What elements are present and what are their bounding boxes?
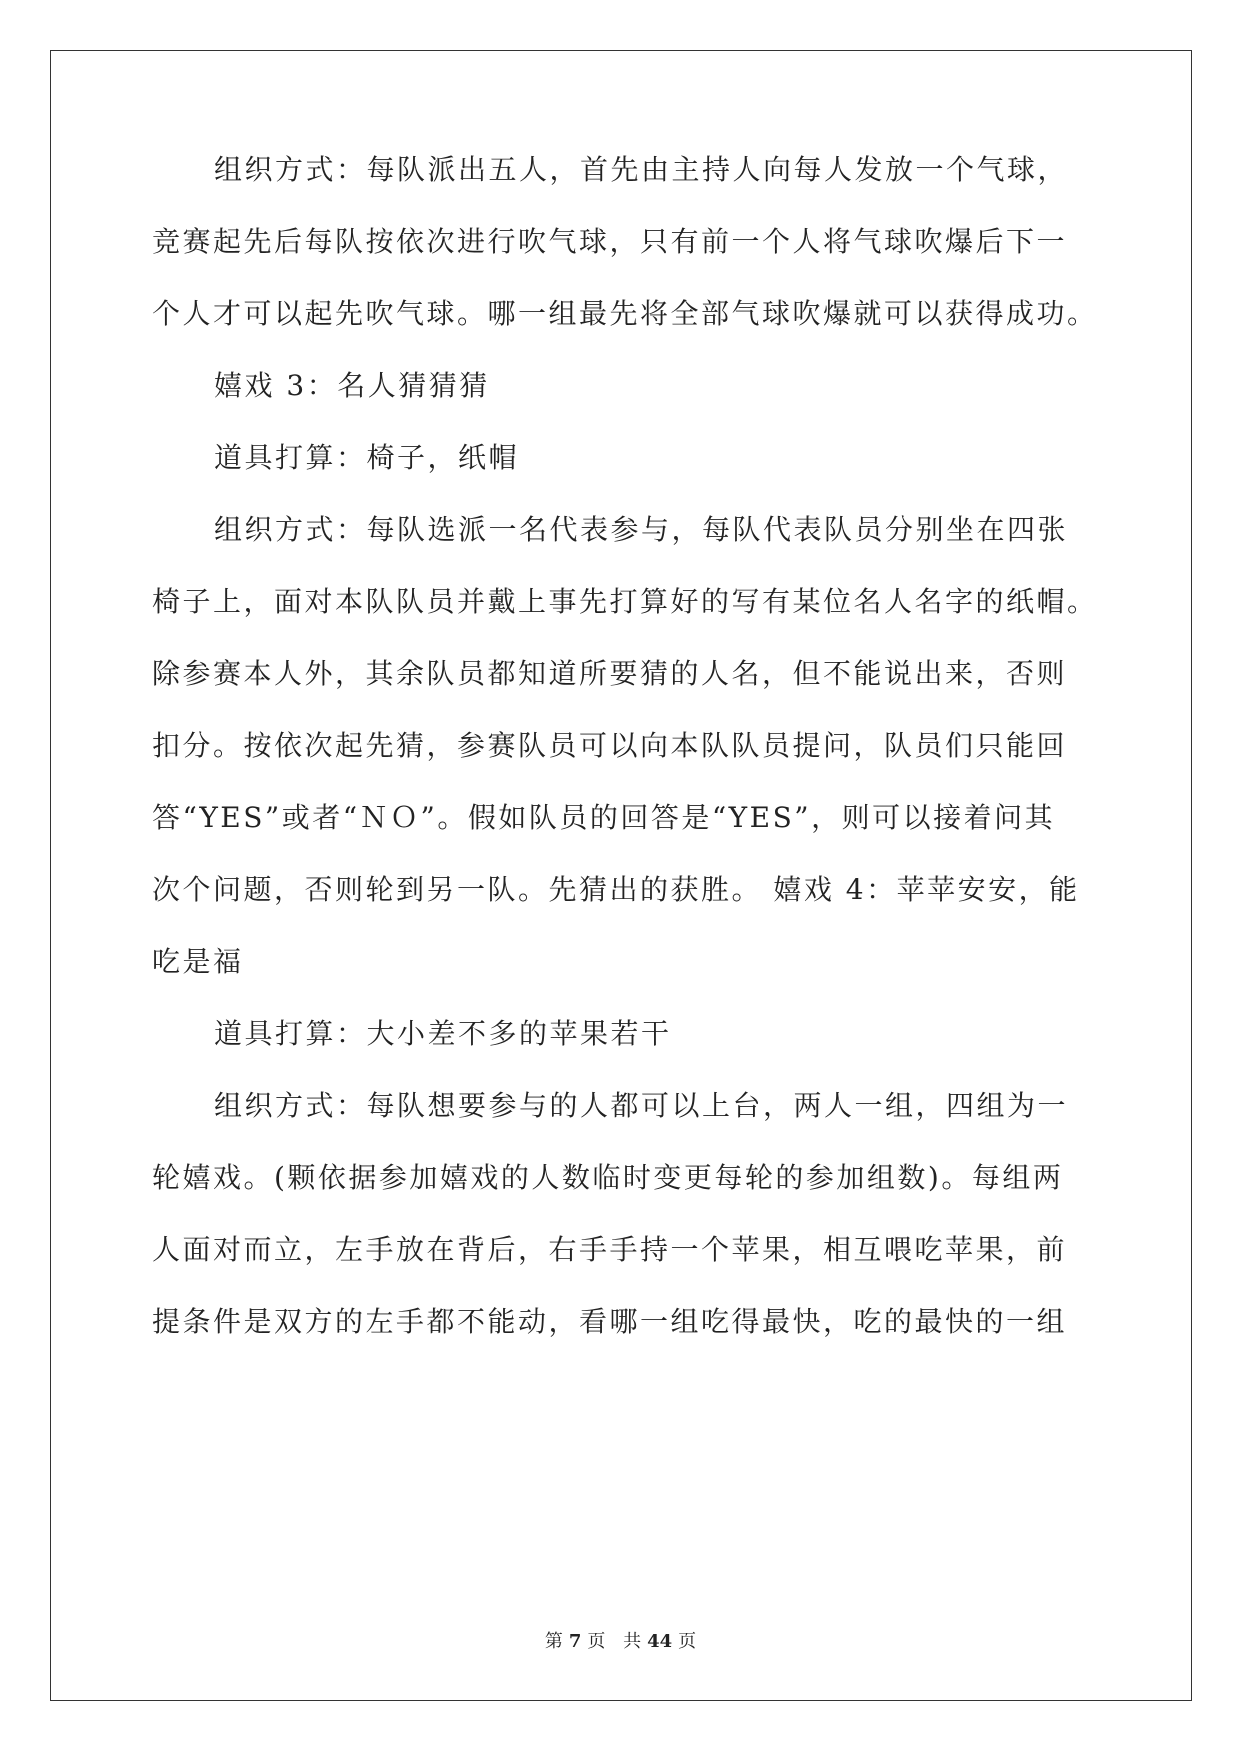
- page-suffix: 页: [587, 1631, 606, 1652]
- paragraph-line: 轮嬉戏。(颗依据参加嬉戏的人数临时变更每轮的参加组数)。每组两: [152, 1161, 1064, 1194]
- paragraph-line: 道具打算：大小差不多的苹果若干: [214, 1017, 672, 1050]
- paragraph-line: 竞赛起先后每队按依次进行吹气球，只有前一个人将气球吹爆后下一: [152, 225, 1068, 258]
- total-pages: 44: [647, 1631, 673, 1652]
- total-suffix: 页: [678, 1631, 697, 1652]
- paragraph-line: 椅子上，面对本队队员并戴上事先打算好的写有某位名人名字的纸帽。: [152, 585, 1098, 618]
- page-prefix: 第: [544, 1631, 563, 1652]
- page-indicator: [542, 1631, 609, 1652]
- paragraph-line: 组织方式：每队想要参与的人都可以上台，两人一组，四组为一: [214, 1089, 1069, 1122]
- paragraph-line: 扣分。按依次起先猜，参赛队员可以向本队队员提问，队员们只能回: [152, 729, 1068, 762]
- paragraph-line: 道具打算：椅子，纸帽: [214, 441, 520, 474]
- total-pages-indicator: [620, 1631, 699, 1652]
- paragraph-line: 人面对而立，左手放在背后，右手手持一个苹果，相互喂吃苹果，前: [152, 1233, 1068, 1266]
- page-number: 7: [568, 1631, 582, 1652]
- paragraph-line: 提条件是双方的左手都不能动，看哪一组吃得最快，吃的最快的一组: [152, 1305, 1068, 1338]
- paragraph-line: 组织方式：每队选派一名代表参与，每队代表队员分别坐在四张: [214, 513, 1069, 546]
- page-footer: [0, 1630, 1241, 1654]
- paragraph-line: 吃是福: [152, 945, 244, 978]
- paragraph-line: 组织方式：每队派出五人，首先由主持人向每人发放一个气球，: [214, 153, 1069, 186]
- paragraph-line: 个人才可以起先吹气球。哪一组最先将全部气球吹爆就可以获得成功。: [152, 297, 1098, 330]
- total-prefix: 共: [623, 1631, 642, 1652]
- section-heading: 嬉戏 3：名人猜猜猜: [214, 369, 490, 402]
- paragraph-line: 答“YES”或者“ＮＯ”。假如队员的回答是“YES”，则可以接着问其: [152, 801, 1056, 834]
- paragraph-line: 次个问题，否则轮到另一队。先猜出的获胜。 嬉戏 4：苹苹安安，能: [152, 873, 1080, 906]
- paragraph-line: 除参赛本人外，其余队员都知道所要猜的人名，但不能说出来，否则: [152, 657, 1068, 690]
